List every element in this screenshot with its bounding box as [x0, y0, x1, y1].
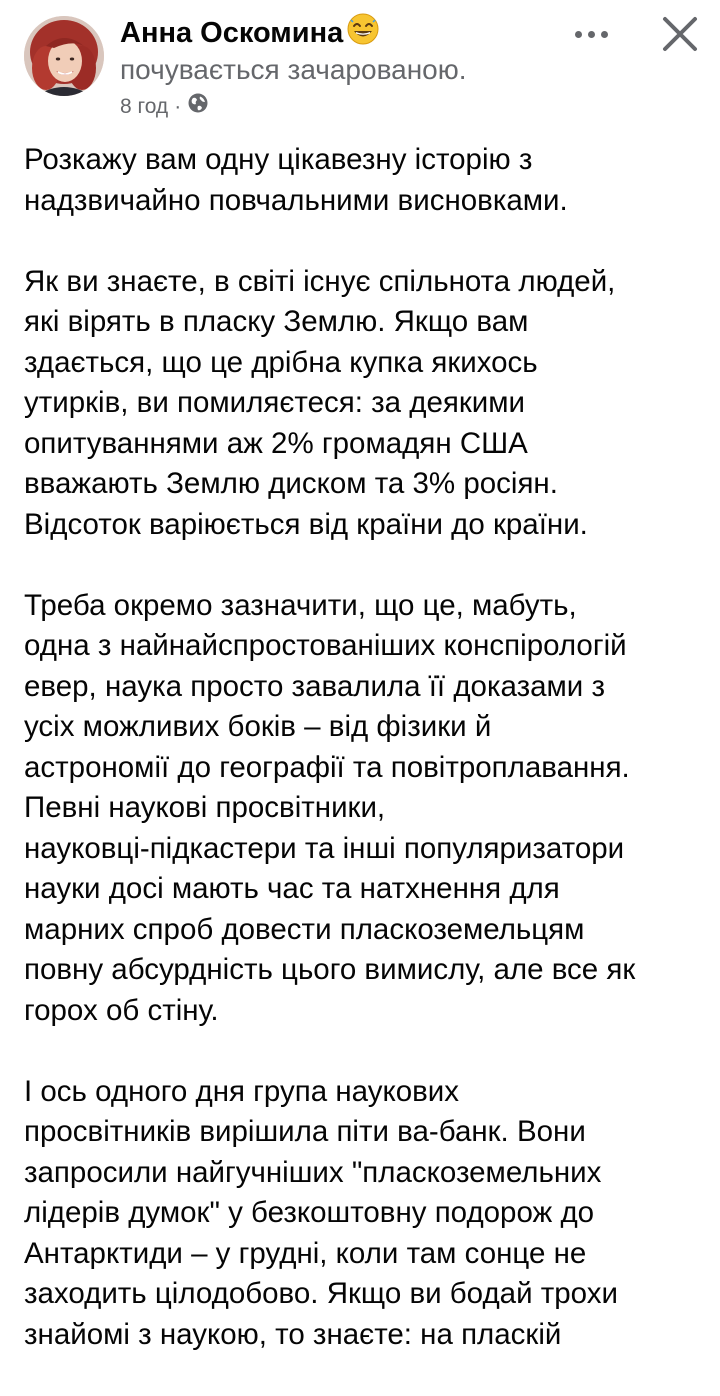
more-dot	[575, 31, 582, 38]
post-text	[24, 140, 704, 1396]
more-options-button[interactable]	[566, 14, 616, 54]
post-paragraph: Як ви знаєте, в світі існує спільнота людей, які вірять в пласку Землю. Якщо вам здається, що це дрібна купка якихось утирків, ви помиляєтеся: за деякими опитуваннями аж 2% громадян США вважають Землю диском та 3% росіян. Відсоток варіюється від країни до країни.	[24, 264, 616, 541]
globe-icon[interactable]	[187, 92, 209, 122]
post-paragraph: І ось одного дня група наукових просвітників вирішила піти ва-банк. Вони запросили найгучніших "пласкоземельних лідерів думок" у безкоштовну подорож до Антарктиди – у грудні, коли там сонце не заходить цілодобово. Якщо ви бодай трохи знайомі з наукою, то знаєте: на пласкій	[24, 1074, 618, 1351]
close-icon	[656, 10, 704, 58]
post-header	[0, 0, 720, 130]
post-paragraph: Треба окремо зазначити, що це, мабуть, одна з найнайспростованіших конспірологій евер, наука просто завалила її доказами з усіх можливих боків – від фізики й астрономії до географії та повітроплавання. Певні наукові просвітники, науковці-підкастери та інші популяризатори науки досі мають час та натхнення для марних спроб довести пласкоземельцям повну абсурдність цього вимислу, але все як горох об стіну.	[24, 588, 636, 1027]
feeling-activity: почувається зачарованою.	[120, 54, 467, 85]
post-meta	[120, 92, 209, 122]
post-timestamp[interactable]: 8 год	[120, 95, 169, 118]
more-dot	[601, 31, 608, 38]
meta-separator: ·	[174, 95, 182, 118]
author-name-text[interactable]: Анна Оскомина	[120, 17, 344, 49]
author-name[interactable]	[120, 12, 380, 55]
smiling-face-emoji-icon	[346, 12, 380, 55]
more-dot	[588, 31, 595, 38]
close-button[interactable]	[656, 10, 704, 58]
post-paragraph: Розкажу вам одну цікавезну історію з надзвичайно повчальними висновками.	[24, 143, 568, 217]
avatar[interactable]	[24, 16, 104, 96]
avatar-photo	[24, 16, 104, 96]
